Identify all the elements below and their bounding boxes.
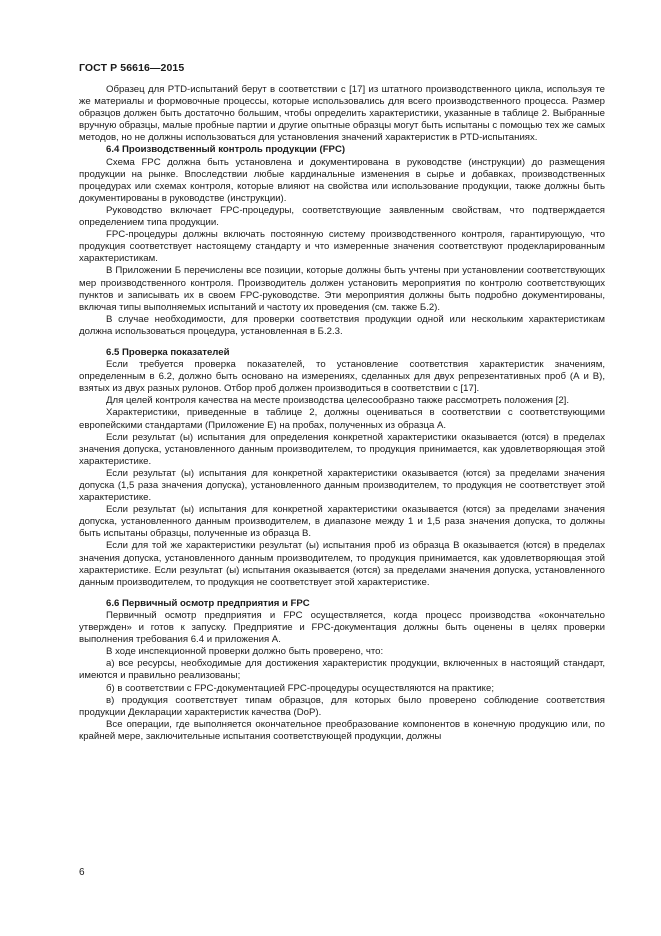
paragraph: Руководство включает FPC-процедуры, соответствующие заявленным свойствам, что подтверждается определением типа продукции.	[79, 204, 605, 229]
paragraph: В ходе инспекционной проверки должно быть проверено, что:	[106, 646, 384, 658]
list-item: в) продукция соответствует типам образцов, для которых было проверено соблюдение соответствия продукции Декларации характеристик качества (DoP).	[79, 694, 605, 718]
paragraph: Для целей контроля качества на месте производства целесообразно также рассмотреть положения [2].	[106, 395, 569, 407]
section-heading-6-4: 6.4 Производственный контроль продукции (FPC)	[106, 144, 346, 156]
section-heading-6-5: 6.5 Проверка показателей	[106, 346, 230, 358]
paragraph: В Приложении Б перечислены все позиции, которые должны быть учтены при установлении соответствующих мер производственного контроля. Производитель должен установить мероприятия по контролю соответствующих пунктов и записывать их в своем FPC-руководстве. Эти мероприятия должны быть подробно документированы, включая типы выполняемых испытаний и частоту их проведения (см. также Б.2).	[79, 265, 605, 313]
section-heading-6-6: 6.6 Первичный осмотр предприятия и FPC	[106, 597, 310, 609]
paragraph: Если требуется проверка показателей, то установление соответствия характеристик значениям, определенным в 6.2, должно быть основано на измерениях, сделанных для двух репрезентативных проб (А и В), взятых из двух разных рулонов. Отбор проб должен производиться в соответствии с [17].	[79, 359, 605, 395]
document-body	[79, 84, 605, 743]
page-number: 6	[79, 867, 85, 878]
paragraph: Характеристики, приведенные в таблице 2, должны оцениваться в соответствии с соответствующими европейскими стандартами (Приложение Е) на пробах, полученных из образца А.	[79, 407, 605, 431]
paragraph: Образец для PTD-испытаний берут в соответствии с [17] из штатного производственного цикла, используя те же материалы и формовочные процессы, которые использовались для всего производственного процесса. Размер образцов должен быть достаточно большим, чтобы определить характеристики, указанные в таблице 2. Выбранные вручную образцы, малые пробные партии и другие опытные образцы могут быть испытаны с помощью тех же самых методов, но не должны использоваться для установления значений характеристик в PTD-испытаниях.	[79, 84, 605, 144]
list-item: б) в соответствии с FPC-документацией FPC-процедуры осуществляются на практике;	[106, 682, 494, 694]
paragraph: FPC-процедуры должны включать постоянную систему производственного контроля, гарантирующую, что продукция соответствует настоящему стандарту и что измеренные значения соответствуют продекларированным характеристикам.	[79, 229, 605, 265]
paragraph: В случае необходимости, для проверки соответствия продукции одной или нескольким характеристикам должна использоваться процедура, установленная в Б.2.3.	[79, 313, 605, 337]
document-header: ГОСТ Р 56616—2015	[79, 62, 185, 74]
paragraph: Если результат (ы) испытания для конкретной характеристики оказывается (ются) за пределами значения допуска (1,5 раза значения допуска), установленного данным производителем, то продукция не соответствует этой характеристике.	[79, 467, 605, 504]
paragraph: Первичный осмотр предприятия и FPC осуществляется, когда процесс производства «окончательно утвержден» и готов к запуску. Предприятие и FPC-документация должны быть оценены в целях проверки выполнения требования 6.4 и приложения А.	[79, 609, 605, 646]
section-gap	[79, 589, 605, 598]
list-item: а) все ресурсы, необходимые для достижения характеристик продукции, включенных в настоящий стандарт, имеются и правильно реализованы;	[79, 658, 605, 682]
paragraph: Если для той же характеристики результат (ы) испытания проб из образца В оказывается (ются) в пределах значения допуска, установленного данным производителем, то продукция принимается, как удовлетворяющая этой характеристике. Если результат (ы) испытания оказывается (ются) за пределами значения допуска, установленного данным производителем, то продукция не соответствует этой характеристике.	[79, 540, 605, 588]
paragraph: Если результат (ы) испытания для конкретной характеристики оказывается (ются) за пределами значения допуска, установленного данным производителем, в диапазоне между 1 и 1,5 раза значения допуска, то должны быть испытаны образцы, полученные из образца В.	[79, 504, 605, 540]
paragraph: Схема FPC должна быть установлена и документирована в руководстве (инструкции) до размещения продукции на рынке. Впоследствии любые кардинальные изменения в сырье и добавках, производственных процедурах или схемах контроля, которые влияют на свойства или использование продукции, также должны быть документированы в руководстве (инструкции).	[79, 156, 605, 204]
paragraph: Все операции, где выполняется окончательное преобразование компонентов в конечную продукцию или, по крайней мере, заключительные испытания соответствующей продукции, должны	[79, 718, 605, 742]
section-gap	[79, 338, 605, 347]
paragraph: Если результат (ы) испытания для определения конкретной характеристики оказывается (ются) в пределах значения допуска, установленного данным производителем, то продукция принимается, как удовлетворяющая этой характеристике.	[79, 431, 605, 467]
